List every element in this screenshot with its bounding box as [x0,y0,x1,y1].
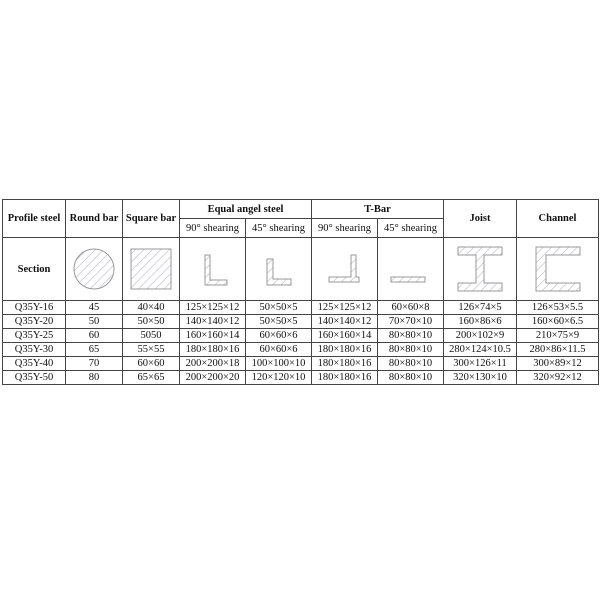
angle-45-cell: 50×50×5 [246,301,312,315]
model-cell: Q35Y-20 [3,315,66,329]
round-bar-cell: 65 [66,343,123,357]
header-profile-steel: Profile steel [3,200,66,238]
angle-90-cell: 125×125×12 [180,301,246,315]
angle-45-cell: 60×60×6 [246,343,312,357]
square-bar-cell: 50×50 [123,315,180,329]
tbar-90-cell: 180×180×16 [312,371,378,385]
square-bar-section-icon [123,238,180,301]
joist-cell: 320×130×10 [444,371,517,385]
round-bar-cell: 70 [66,357,123,371]
channel-cell: 126×53×5.5 [517,301,599,315]
square-bar-cell: 60×60 [123,357,180,371]
angle-90-cell: 140×140×12 [180,315,246,329]
tbar-90-cell: 180×180×16 [312,357,378,371]
model-cell: Q35Y-30 [3,343,66,357]
round-bar-section-icon [66,238,123,301]
joist-cell: 280×124×10.5 [444,343,517,357]
angle-90-cell: 200×200×18 [180,357,246,371]
table-row [3,357,599,371]
square-bar-cell: 5050 [123,329,180,343]
header-angle-45-shearing: 45° shearing [246,219,312,238]
round-bar-cell: 45 [66,301,123,315]
square-bar-cell: 40×40 [123,301,180,315]
tbar-45-cell: 80×80×10 [378,329,444,343]
model-cell: Q35Y-50 [3,371,66,385]
tbar-90-cell: 160×160×14 [312,329,378,343]
tbar-90-cell: 180×180×16 [312,343,378,357]
table-row [3,329,599,343]
header-round-bar: Round bar [66,200,123,238]
channel-cell: 160×60×6.5 [517,315,599,329]
joist-cell: 160×86×6 [444,315,517,329]
header-tbar-45-shearing: 45° shearing [378,219,444,238]
tbar-45-cell: 70×70×10 [378,315,444,329]
header-equal-angle-steel: Equal angel steel [180,200,312,219]
section-row [3,238,599,301]
tbar-90-cell: 140×140×12 [312,315,378,329]
header-channel: Channel [517,200,599,238]
model-cell: Q35Y-40 [3,357,66,371]
header-tbar-90-shearing: 90° shearing [312,219,378,238]
model-cell: Q35Y-25 [3,329,66,343]
tbar-45-cell: 80×80×10 [378,371,444,385]
table-row [3,343,599,357]
tbar-45-cell: 80×80×10 [378,357,444,371]
header-square-bar: Square bar [123,200,180,238]
square-bar-cell: 65×65 [123,371,180,385]
angle-45-cell: 100×100×10 [246,357,312,371]
tbar-45-cell: 60×60×8 [378,301,444,315]
angle-45-cell: 120×120×10 [246,371,312,385]
tbar-45-cell: 80×80×10 [378,343,444,357]
round-bar-cell: 80 [66,371,123,385]
tbar-90-cell: 125×125×12 [312,301,378,315]
section-label: Section [3,238,66,301]
round-bar-cell: 60 [66,329,123,343]
joist-cell: 300×126×11 [444,357,517,371]
table-row [3,315,599,329]
profile-steel-table [2,199,599,385]
joist-cell: 126×74×5 [444,301,517,315]
channel-cell: 280×86×11.5 [517,343,599,357]
channel-section-icon [517,238,599,301]
angle-90-cell: 160×160×14 [180,329,246,343]
angle-section-icon [180,238,246,301]
angle-section-icon-45 [246,238,312,301]
channel-cell: 210×75×9 [517,329,599,343]
table-row [3,371,599,385]
joist-section-icon [444,238,517,301]
angle-45-cell: 50×50×5 [246,315,312,329]
t-bar-section-icon [312,238,378,301]
table-row [3,301,599,315]
angle-45-cell: 60×60×6 [246,329,312,343]
channel-cell: 320×92×12 [517,371,599,385]
header-t-bar: T-Bar [312,200,444,219]
round-bar-cell: 50 [66,315,123,329]
joist-cell: 200×102×9 [444,329,517,343]
square-bar-cell: 55×55 [123,343,180,357]
t-bar-section-icon-45 [378,238,444,301]
angle-90-cell: 200×200×20 [180,371,246,385]
angle-90-cell: 180×180×16 [180,343,246,357]
header-angle-90-shearing: 90° shearing [180,219,246,238]
channel-cell: 300×89×12 [517,357,599,371]
model-cell: Q35Y-16 [3,301,66,315]
spec-table-container [2,199,598,385]
header-joist: Joist [444,200,517,238]
